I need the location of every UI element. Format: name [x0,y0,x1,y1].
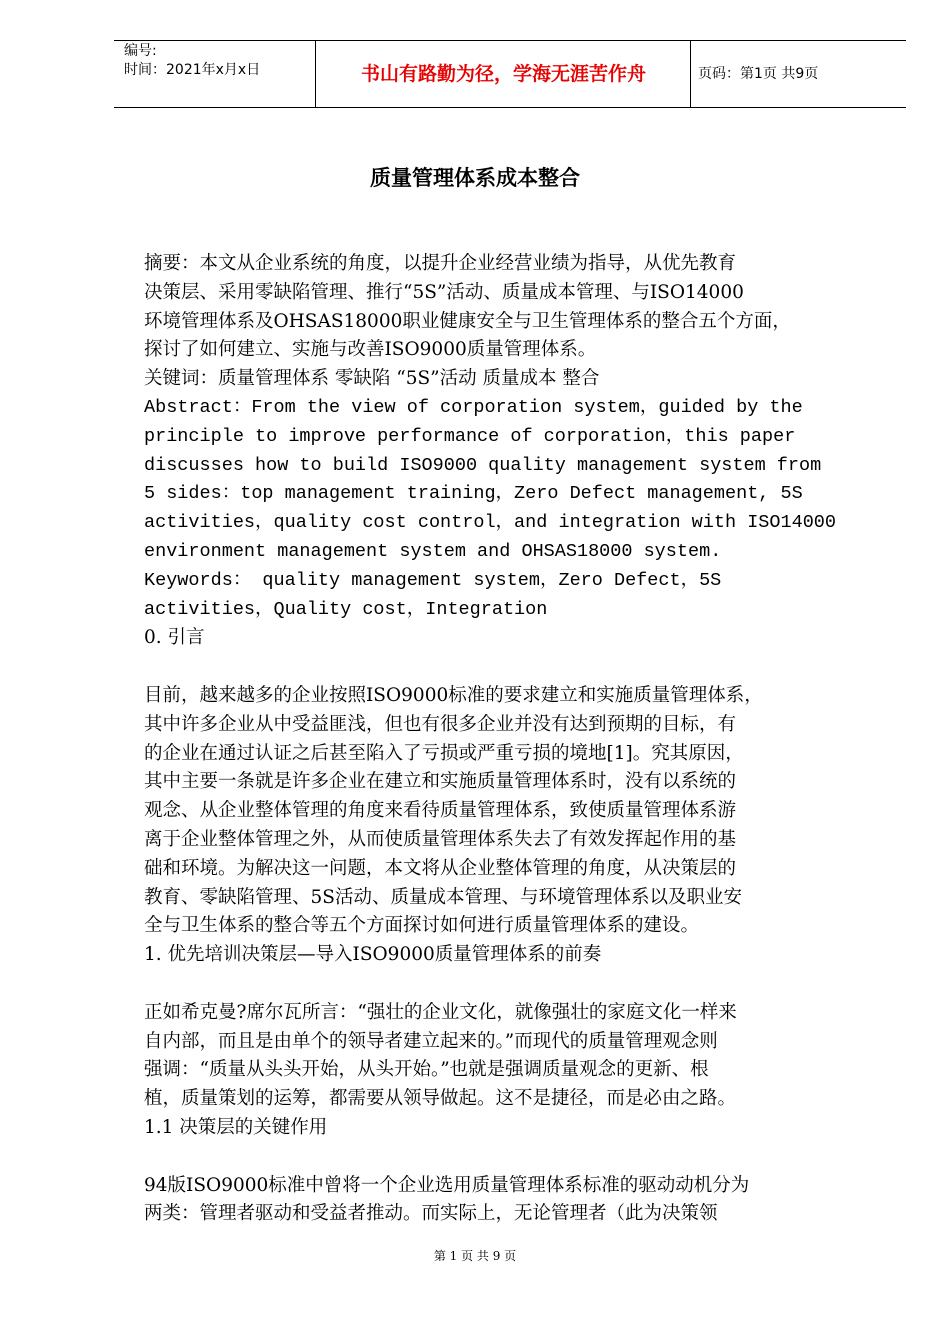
body-line: 的企业在通过认证之后甚至陷入了亏损或严重亏损的境地[1]。究其原因， [144,742,744,764]
body-line: 两类：管理者驱动和受益者推动。而实际上，无论管理者（此为决策领 [144,1203,718,1225]
body-line: principle to improve performance of corporation，this paper [144,425,796,447]
body-line: 决策层、采用零缺陷管理、推行“5S”活动、质量成本管理、与ISO14000 [144,281,744,303]
body-line: 94版ISO9000标准中曾将一个企业选用质量管理体系标准的驱动动机分为 [144,1174,750,1196]
header-motto: 书山有路勤为径，学海无涯苦作舟 [360,63,646,85]
document-title: 质量管理体系成本整合 [370,166,580,190]
header-meta [124,42,260,80]
body-line: 全与卫生体系的整合等五个方面探讨如何进行质量管理体系的建设。 [144,915,700,937]
body-line [144,970,944,999]
body-line: 0. 引言 [144,627,205,649]
header-divider [690,40,691,108]
body-line: 强调：“质量从头头开始，从头开始。”也就是强调质量观念的更新、根 [144,1059,709,1081]
body-line: 观念、从企业整体管理的角度来看待质量管理体系，致使质量管理体系游 [144,800,737,822]
page-header [114,40,906,108]
body-line: activities，Quality cost，Integration [144,598,548,620]
body-line: 离于企业整体管理之外，从而使质量管理体系失去了有效发挥起作用的基 [144,828,737,850]
header-page-code: 页码：第1页 共9页 [698,66,819,82]
body-line: 自内部，而且是由单个的领导者建立起来的。”而现代的质量管理观念则 [144,1030,718,1052]
body-line: Keywords： quality management system，Zero Defect，5S [144,569,722,591]
body-line: 其中许多企业从中受益匪浅，但也有很多企业并没有达到预期的目标，有 [144,713,737,735]
body-line [144,1143,944,1172]
body-line: 其中主要一条就是许多企业在建立和实施质量管理体系时，没有以系统的 [144,771,737,793]
body-line: 摘要：本文从企业系统的角度，以提升企业经营业绩为指导，从优先教育 [144,253,737,274]
document-body [144,250,944,1229]
body-line: 植，质量策划的运筹，都需要从领导做起。这不是捷径，而是必由之路。 [144,1088,737,1110]
header-time: 时间：2021年x月x日 [124,62,261,78]
body-line: 1. 优先培训决策层—导入ISO9000质量管理体系的前奏 [144,944,602,966]
body-line: environment management system and OHSAS18000 system. [144,540,722,562]
body-line: activities，quality cost control，and integration with ISO14000 [144,512,837,534]
body-line [144,653,944,682]
header-divider [315,40,316,108]
body-line: 环境管理体系及OHSAS18000职业健康安全与卫生管理体系的整合五个方面， [144,310,791,332]
header-number: 编号: [124,43,157,59]
body-line: 正如希克曼?席尔瓦所言：“强壮的企业文化，就像强壮的家庭文化一样来 [144,1001,737,1023]
body-line: Abstract：From the view of corporation system，guided by the [144,396,803,418]
body-line: 1.1 决策层的关键作用 [144,1116,328,1138]
body-line: 探讨了如何建立、实施与改善ISO9000质量管理体系。 [144,339,597,361]
body-line: 目前，越来越多的企业按照ISO9000标准的要求建立和实施质量管理体系， [144,684,763,706]
body-line: 5 sides：top management training，Zero Defect management, 5S [144,483,803,505]
body-line: discusses how to build ISO9000 quality management system from [144,454,822,476]
body-line: 关键词：质量管理体系 零缺陷 “5S”活动 质量成本 整合 [144,368,600,390]
body-line: 础和环境。为解决这一问题，本文将从企业整体管理的角度，从决策层的 [144,857,737,879]
body-line: 教育、零缺陷管理、5S活动、质量成本管理、与环境管理体系以及职业安 [144,886,742,908]
page-footer: 第 1 页 共 9 页 [433,1249,517,1263]
